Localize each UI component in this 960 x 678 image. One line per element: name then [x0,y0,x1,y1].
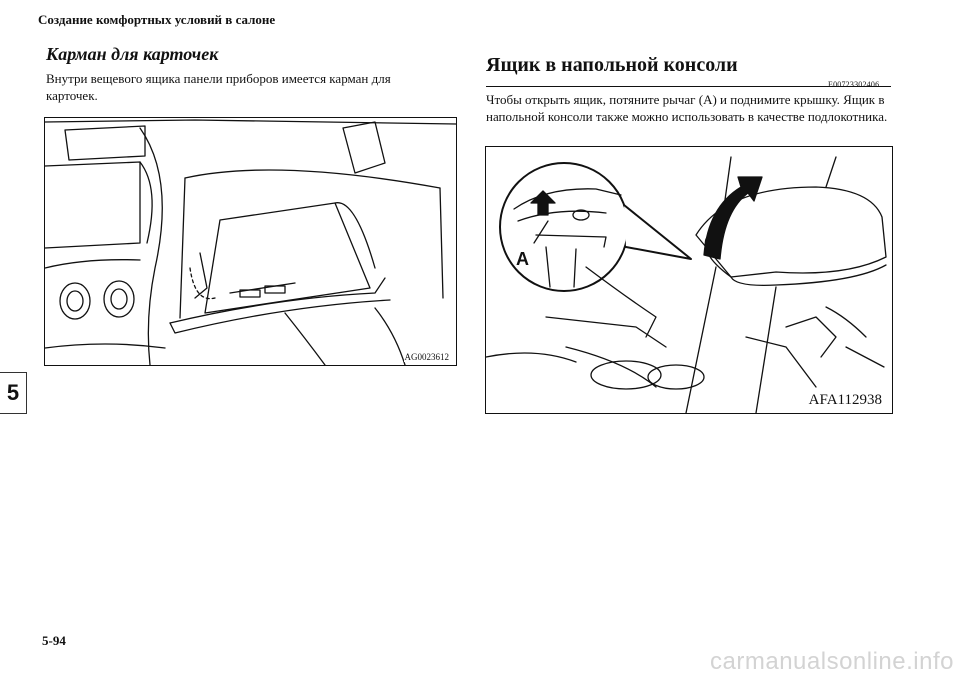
page-number: 5-94 [42,633,66,648]
running-header: Создание комфортных условий в салоне [38,12,276,27]
pocket-section-heading: Карман для карточек [46,44,219,64]
figure-code: AG0023612 [404,352,449,362]
section-code: E00723302406 [828,80,880,89]
glovebox-illustration [44,117,457,366]
figure-code: AFA112938 [808,392,882,408]
pocket-section-text: Внутри вещевого ящика панели приборов имеется карман для карточек. [46,71,391,103]
lever-label: A [516,249,529,269]
floor-console-illustration [485,146,893,414]
section-tab: 5 [0,372,27,414]
watermark: carmanualsonline.info [710,648,954,675]
console-box-heading: Ящик в напольной консоли [486,54,738,76]
console-box-text: Чтобы открыть ящик, потяните рычаг (A) и поднимите крышку. Ящик в напольной консоли также можно использовать в качестве подлокотника. [486,92,888,124]
